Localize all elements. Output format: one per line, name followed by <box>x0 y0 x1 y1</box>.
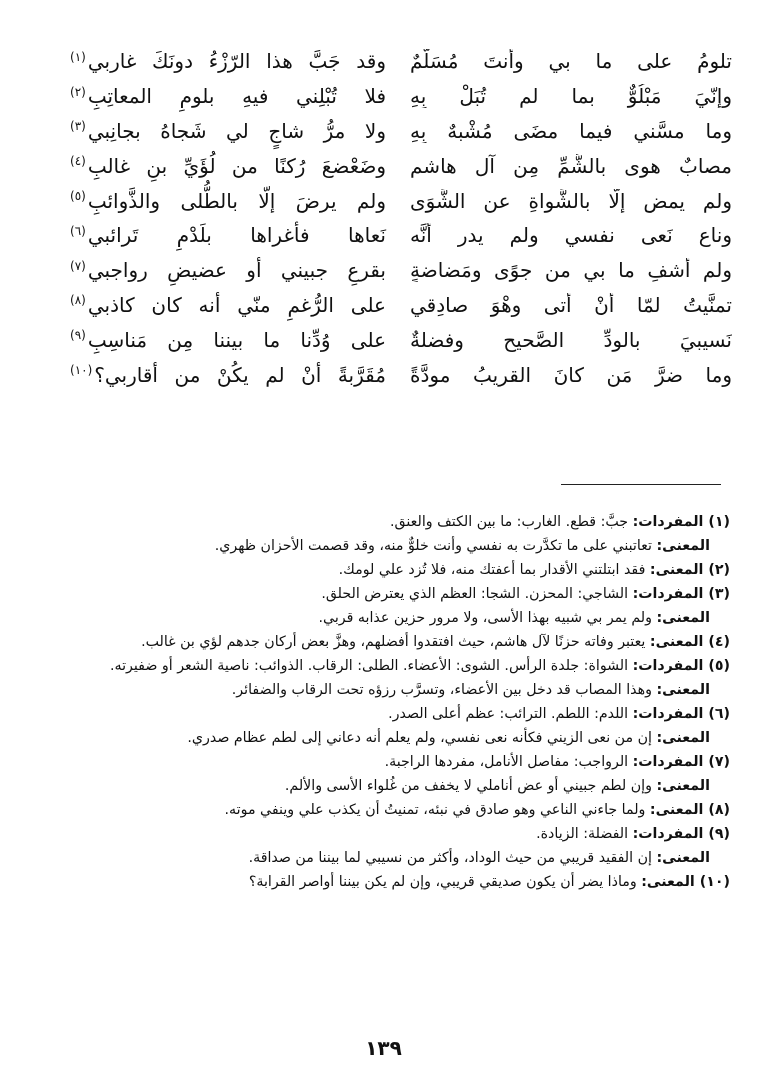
verse <box>70 253 732 288</box>
footnote-label: المعنى: <box>656 778 710 794</box>
footnote-label: (٤) المعنى: <box>649 634 730 650</box>
hemistich-text: ولم يرضَ إلّا بالطُّلى والذَّوائبِ <box>87 188 386 213</box>
footnote-text: إن الفقيد قريبي من حيث الوداد، وأكثر من نسيبي لما بيننا من صداقة. <box>248 850 657 866</box>
footnote-marker: (٢) <box>70 84 86 99</box>
verse-second-hemistich <box>70 293 386 317</box>
footnote-marker: (٣) <box>70 119 86 134</box>
footnote-label: (٣) المفردات: <box>632 586 730 602</box>
verse-second-hemistich <box>70 363 386 387</box>
footnote-text: الفضلة: الزيادة. <box>536 826 633 842</box>
footnote-text: وهذا المصاب قد دخل بين الأعضاء، وتسرَّب رزؤه تحت الرقاب والضفائر. <box>231 682 657 698</box>
verse-first-hemistich: ولم يمضِ إلّا بالشَّواةِ عنِ الشَّوَى <box>410 188 732 213</box>
footnote-marker: (٧) <box>70 258 86 273</box>
footnote-text: إن من نعى الزيني فكأنه نعى نفسي، ولم يعلم أنه دعاني إلى لطم عظام صدري. <box>187 730 657 746</box>
footnote-label: (٢) المعنى: <box>649 562 730 578</box>
verse <box>70 44 732 79</box>
footnote <box>62 822 730 846</box>
footnote-label: المعنى: <box>656 850 710 866</box>
footnote-label: (٥) المفردات: <box>632 658 730 674</box>
footnote-marker: (٦) <box>70 223 86 238</box>
verse-second-hemistich <box>70 49 386 73</box>
verse-first-hemistich: وناعٍ نَعى نفسي ولم يدرِ أنَّه <box>410 223 732 248</box>
footnote-text: الشواة: جلدة الرأس. الشوى: الأعضاء. الطلى: الرقاب. الذوائب: ناصية الشعر أو ضفيرته. <box>109 658 633 674</box>
footnote-marker: (٨) <box>70 293 86 308</box>
footnote <box>62 558 730 582</box>
verse <box>70 114 732 149</box>
verse-first-hemistich: وإنّيَ مَبْلُوٌّ بما لم تُبَلْ بِهِ <box>410 84 732 109</box>
footnote-text: الشاجي: المحزن. الشجا: العظم الذي يعترض الحلق. <box>321 586 633 602</box>
verse-second-hemistich <box>70 84 386 108</box>
footnote-label: المعنى: <box>656 730 710 746</box>
verse-second-hemistich <box>70 223 386 247</box>
footnote-marker: (١٠) <box>70 362 93 377</box>
footnote-text: اللدم: اللطم. الترائب: عظم أعلى الصدر. <box>388 706 633 722</box>
footnote-text: جبَّ: قطع. الغارب: ما بين الكتف والعنق. <box>390 514 633 530</box>
verse <box>70 218 732 253</box>
footnote <box>62 630 730 654</box>
footnote-label: (٩) المفردات: <box>632 826 730 842</box>
verse-first-hemistich: ولم أشفِ ما بي من جوًى ومَضاضةٍ <box>410 258 732 283</box>
footnote <box>62 774 730 798</box>
hemistich-text: بقرعِ جبيني أو عضيضِ رواجبي <box>87 258 386 283</box>
footnote <box>62 534 730 558</box>
hemistich-text: على الرُّغمِ منّي أنه كان كاذبي <box>87 292 386 317</box>
verse-first-hemistich: وما مسَّني فيما مضَى مُشْبهٌ بِهِ <box>410 118 732 143</box>
footnote <box>62 846 730 870</box>
footnote <box>62 702 730 726</box>
verse <box>70 79 732 114</box>
footnote-label: المعنى: <box>656 682 710 698</box>
verse <box>70 322 732 357</box>
hemistich-text: على وُدِّنا ما بيننا مِن مَناسِبِ <box>87 327 386 352</box>
page-number: ١٣٩ <box>365 1036 402 1060</box>
footnote <box>62 870 730 894</box>
hemistich-text: وقد جَبَّ هذا الرّزْءُ دونَكَ غاربي <box>87 49 386 74</box>
verse-first-hemistich: تلومُ على ما بي وأنتَ مُسَلَّمٌ <box>410 49 732 74</box>
poem <box>70 44 732 392</box>
footnote-text: فقد ابتلتني الأقدار بما أعفتك منه، فلا تُزد علي لومك. <box>338 562 650 578</box>
footnote-marker: (٩) <box>70 328 86 343</box>
verse-first-hemistich: مصابٌ هوى بالشُّمِّ مِن آل هاشمٍ <box>410 153 732 178</box>
footnote <box>62 606 730 630</box>
footnote <box>62 750 730 774</box>
verse-first-hemistich: نَسيبيَ بالودِّ الصَّحيحِ وفضلةٌ <box>410 327 732 352</box>
verse-second-hemistich <box>70 328 386 352</box>
footnote-label: المعنى: <box>656 538 710 554</box>
footnote-label: المعنى: <box>656 610 710 626</box>
footnote <box>62 678 730 702</box>
verse-first-hemistich: تمنَّيتُ لمّا أنْ أتى وهْوَ صادِقي <box>410 292 732 317</box>
footnote-label: (٧) المفردات: <box>632 754 730 770</box>
footnote-text: ولما جاءني الناعي وهو صادق في نبئه، تمنيتُ أن يكذب علي وينفي موته. <box>224 802 650 818</box>
verse-second-hemistich <box>70 189 386 213</box>
footnotes <box>62 510 730 894</box>
footnote-text: الرواجب: مفاصل الأنامل، مفردها الراجبة. <box>384 754 633 770</box>
footnote-separator <box>561 484 721 485</box>
verse-first-hemistich: وما ضرَّ مَن كانَ القريبُ مودَّةً <box>410 362 732 387</box>
verse <box>70 148 732 183</box>
hemistich-text: ولا مرُّ شاجٍ لي شَجاهُ بجانِبي <box>87 118 386 143</box>
footnote <box>62 654 730 678</box>
footnote-label: (٨) المعنى: <box>649 802 730 818</box>
footnote-text: تعاتبني على ما تكدَّرت به نفسي وأنت خلوٌّ منه، وقد قصمت الأحزان ظهري. <box>214 538 657 554</box>
footnote-text: ولم يمر بي شبيه بهذا الأسى، ولا مرور حزين عذابه قربي. <box>318 610 657 626</box>
hemistich-text: مُقَرَّبةً أنْ لم يكُنْ من أقاربي؟ <box>94 362 386 387</box>
footnote-marker: (٥) <box>70 188 86 203</box>
footnote <box>62 582 730 606</box>
hemistich-text: نَعاها فأغراها بلَدْمِ تَرائبي <box>87 223 386 248</box>
hemistich-text: فلا تُبْلِني فيهِ بلومِ المعاتِبِ <box>87 84 386 109</box>
footnote-text: وماذا يضر أن يكون صديقي قريبي، وإن لم يكن بيننا أواصر القرابة؟ <box>248 874 642 890</box>
verse-second-hemistich <box>70 258 386 282</box>
footnote-label: (١٠) المعنى: <box>641 874 730 890</box>
footnote-label: (٦) المفردات: <box>632 706 730 722</box>
footnote-marker: (٤) <box>70 154 86 169</box>
footnote-text: يعتبر وفاته حزنًا لآل هاشم، حيث افتقدوا أفضلهم، وهزَّ بعض أركان جدهم لؤي بن غالب. <box>141 634 650 650</box>
footnote <box>62 510 730 534</box>
hemistich-text: وضَعْضعَ رُكنًا من لُؤَيِّ بنِ غالبِ <box>87 153 386 178</box>
verse-second-hemistich <box>70 119 386 143</box>
footnote <box>62 726 730 750</box>
verse <box>70 288 732 323</box>
footnote-marker: (١) <box>70 49 86 64</box>
footnote-text: وإن لطم جبيني أو عض أناملي لا يخفف من غُلواء الأسى والألم. <box>284 778 657 794</box>
footnote-label: (١) المفردات: <box>632 514 730 530</box>
verse-second-hemistich <box>70 154 386 178</box>
verse <box>70 183 732 218</box>
verse <box>70 357 732 392</box>
footnote <box>62 798 730 822</box>
